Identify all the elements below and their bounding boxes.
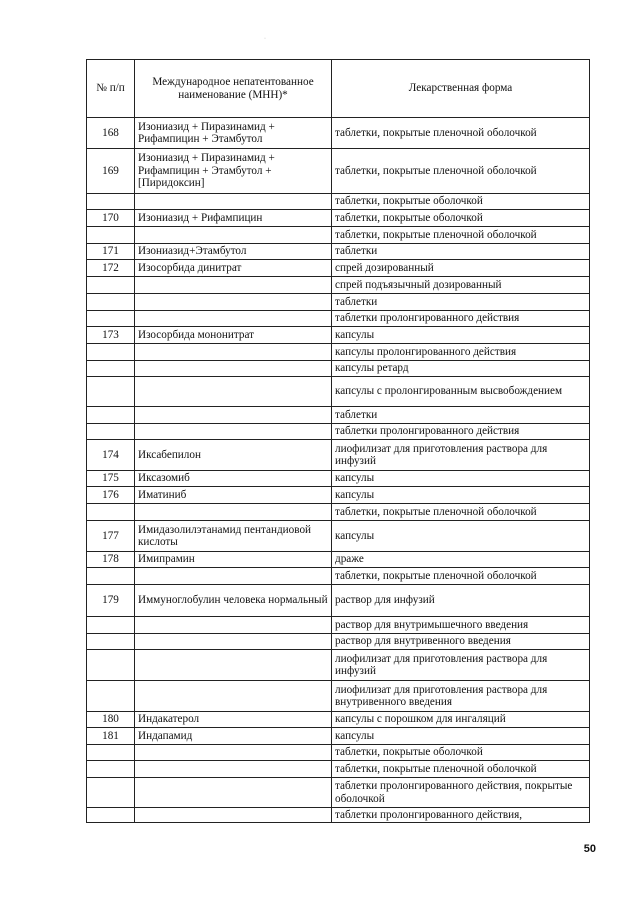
row-inn [135, 227, 332, 244]
row-dosage-form: лиофилизат для приготовления раствора для инфузий [332, 650, 590, 681]
table-header-row [87, 60, 590, 118]
row-number [87, 568, 135, 585]
row-number: 170 [87, 210, 135, 227]
table-row [87, 585, 590, 617]
row-inn [135, 761, 332, 778]
table-row [87, 277, 590, 294]
row-number [87, 311, 135, 327]
row-dosage-form: таблетки пролонгированного действия, [332, 808, 590, 823]
row-dosage-form: таблетки, покрытые пленочной оболочкой [332, 149, 590, 194]
header-inn: Международное непатентованное наименование (МНН)* [135, 60, 332, 118]
row-inn: Имидазолилэтанамид пентандиовой кислоты [135, 521, 332, 552]
row-inn: Иммуноглобулин человека нормальный [135, 585, 332, 617]
header-form: Лекарственная форма [332, 60, 590, 118]
scan-speck: · [264, 36, 266, 42]
row-inn: Изониазид + Пиразинамид + Рифампицин + Этамбутол [135, 118, 332, 149]
row-number [87, 745, 135, 761]
table-row [87, 361, 590, 377]
table-row [87, 778, 590, 808]
row-number: 174 [87, 440, 135, 471]
row-inn: Изониазид + Рифампицин [135, 210, 332, 227]
row-inn [135, 277, 332, 294]
row-inn: Изониазид+Этамбутол [135, 244, 332, 260]
table-row [87, 487, 590, 504]
row-dosage-form: таблетки пролонгированного действия, покрытые оболочкой [332, 778, 590, 808]
row-dosage-form: таблетки [332, 244, 590, 260]
table-row [87, 521, 590, 552]
row-number [87, 634, 135, 650]
row-number [87, 344, 135, 361]
row-dosage-form: лиофилизат для приготовления раствора для инфузий [332, 440, 590, 471]
row-dosage-form: таблетки пролонгированного действия [332, 424, 590, 440]
row-number [87, 294, 135, 311]
table-row [87, 210, 590, 227]
row-dosage-form: лиофилизат для приготовления раствора для внутривенного введения [332, 681, 590, 712]
table-row [87, 377, 590, 407]
row-inn: Иксабепилон [135, 440, 332, 471]
row-number: 169 [87, 149, 135, 194]
row-dosage-form: спрей дозированный [332, 260, 590, 277]
row-number: 178 [87, 552, 135, 568]
row-number: 181 [87, 728, 135, 745]
row-number [87, 227, 135, 244]
row-inn: Изосорбида динитрат [135, 260, 332, 277]
row-dosage-form: капсулы [332, 487, 590, 504]
table-row [87, 634, 590, 650]
row-number: 177 [87, 521, 135, 552]
row-inn [135, 778, 332, 808]
table-row [87, 745, 590, 761]
row-inn [135, 194, 332, 210]
row-inn: Изониазид + Пиразинамид + Рифампицин + Этамбутол + [Пиридоксин] [135, 149, 332, 194]
table-row [87, 327, 590, 344]
row-inn: Индапамид [135, 728, 332, 745]
row-number [87, 504, 135, 521]
table-row [87, 118, 590, 149]
page-number: 50 [583, 843, 596, 855]
row-dosage-form: таблетки [332, 407, 590, 424]
row-dosage-form: раствор для внутримышечного введения [332, 617, 590, 634]
row-number: 172 [87, 260, 135, 277]
row-number: 171 [87, 244, 135, 260]
row-inn [135, 311, 332, 327]
table-body [87, 118, 590, 823]
row-dosage-form: капсулы [332, 521, 590, 552]
table-row [87, 407, 590, 424]
row-number: 175 [87, 471, 135, 487]
row-dosage-form: капсулы пролонгированного действия [332, 344, 590, 361]
row-dosage-form: таблетки, покрытые пленочной оболочкой [332, 761, 590, 778]
row-inn [135, 617, 332, 634]
row-number [87, 650, 135, 681]
row-number [87, 681, 135, 712]
row-number [87, 808, 135, 823]
row-inn [135, 504, 332, 521]
row-inn [135, 361, 332, 377]
row-number: 176 [87, 487, 135, 504]
row-number [87, 778, 135, 808]
row-number [87, 407, 135, 424]
drug-table [86, 59, 590, 823]
row-inn [135, 650, 332, 681]
row-inn: Индакатерол [135, 712, 332, 728]
table-row [87, 149, 590, 194]
table-row [87, 260, 590, 277]
row-dosage-form: капсулы [332, 471, 590, 487]
row-inn [135, 407, 332, 424]
row-dosage-form: раствор для внутривенного введения [332, 634, 590, 650]
row-inn [135, 808, 332, 823]
table-row [87, 294, 590, 311]
row-number: 173 [87, 327, 135, 344]
row-number [87, 194, 135, 210]
row-dosage-form: таблетки, покрытые пленочной оболочкой [332, 504, 590, 521]
row-dosage-form: таблетки, покрытые пленочной оболочкой [332, 118, 590, 149]
row-dosage-form: таблетки пролонгированного действия [332, 311, 590, 327]
row-number [87, 761, 135, 778]
table-row [87, 552, 590, 568]
row-dosage-form: капсулы с пролонгированным высвобождением [332, 377, 590, 407]
table-row [87, 227, 590, 244]
row-inn: Имипрамин [135, 552, 332, 568]
row-dosage-form: капсулы [332, 728, 590, 745]
table-row [87, 728, 590, 745]
table-row [87, 344, 590, 361]
row-inn [135, 634, 332, 650]
table-row [87, 568, 590, 585]
row-dosage-form: таблетки, покрытые оболочкой [332, 745, 590, 761]
table-row [87, 194, 590, 210]
row-dosage-form: таблетки, покрытые пленочной оболочкой [332, 568, 590, 585]
table-row [87, 712, 590, 728]
row-number: 168 [87, 118, 135, 149]
row-number [87, 277, 135, 294]
table-row [87, 650, 590, 681]
row-inn [135, 745, 332, 761]
row-inn [135, 681, 332, 712]
table-row [87, 504, 590, 521]
row-dosage-form: драже [332, 552, 590, 568]
row-dosage-form: раствор для инфузий [332, 585, 590, 617]
row-number: 179 [87, 585, 135, 617]
row-inn: Иматиниб [135, 487, 332, 504]
row-dosage-form: таблетки, покрытые оболочкой [332, 210, 590, 227]
row-dosage-form: таблетки, покрытые оболочкой [332, 194, 590, 210]
table-row [87, 761, 590, 778]
row-dosage-form: спрей подъязычный дозированный [332, 277, 590, 294]
row-inn [135, 344, 332, 361]
row-inn [135, 424, 332, 440]
table-row [87, 681, 590, 712]
table-row [87, 808, 590, 823]
row-number [87, 424, 135, 440]
row-dosage-form: капсулы с порошком для ингаляций [332, 712, 590, 728]
header-num: № п/п [87, 60, 135, 118]
row-dosage-form: капсулы ретард [332, 361, 590, 377]
row-number [87, 377, 135, 407]
table-row [87, 440, 590, 471]
row-dosage-form: капсулы [332, 327, 590, 344]
row-number [87, 361, 135, 377]
row-inn [135, 294, 332, 311]
table-row [87, 471, 590, 487]
row-inn: Иксазомиб [135, 471, 332, 487]
table-row [87, 617, 590, 634]
table-row [87, 311, 590, 327]
table-row [87, 424, 590, 440]
row-inn [135, 377, 332, 407]
row-number [87, 617, 135, 634]
row-dosage-form: таблетки [332, 294, 590, 311]
row-number: 180 [87, 712, 135, 728]
row-inn [135, 568, 332, 585]
row-dosage-form: таблетки, покрытые пленочной оболочкой [332, 227, 590, 244]
row-inn: Изосорбида мононитрат [135, 327, 332, 344]
table-row [87, 244, 590, 260]
